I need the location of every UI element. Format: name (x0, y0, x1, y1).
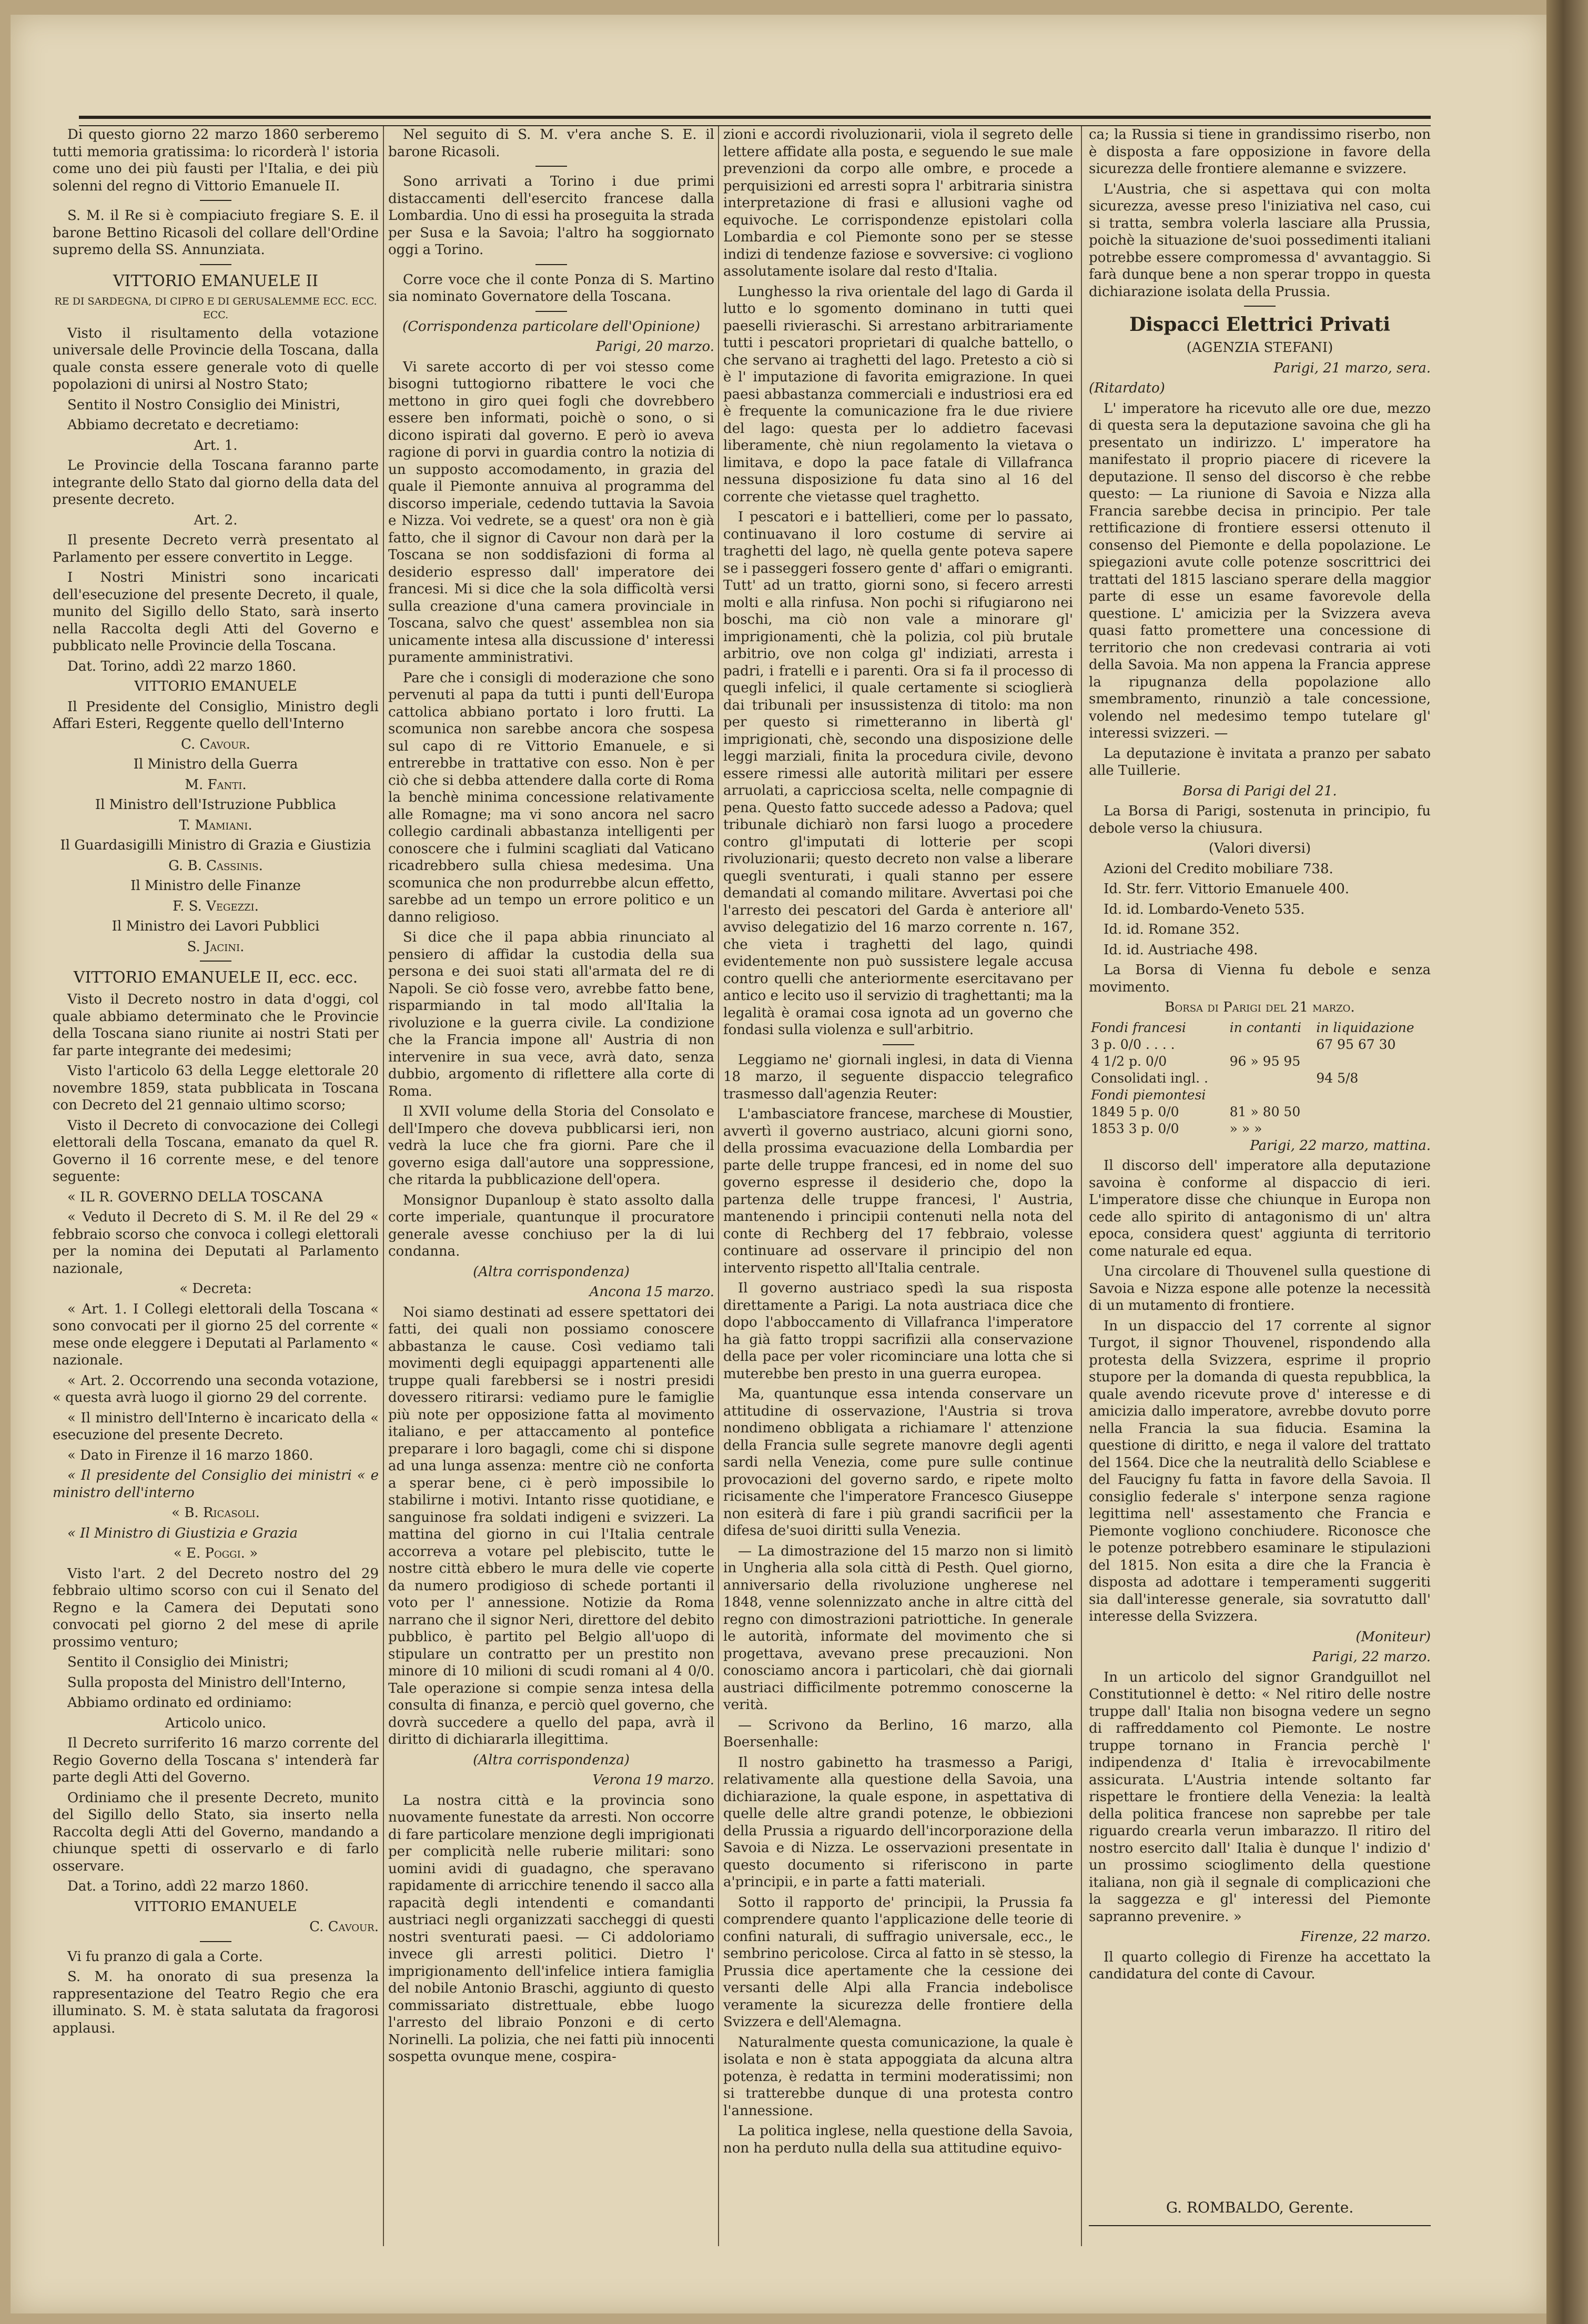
paragraph: S. M. ha onorato di sua presenza la rappresentazione del Teatro Regio che era illuminato. S. M. è stata salutata da fragorosi applausi. (53, 1969, 379, 2036)
header-rule (79, 116, 1431, 126)
paragraph: Visto il Decreto nostro in data d'oggi, col quale abbiamo determinato che le Provincie della Toscana siano riunite ai nostri Stati per far parte integrante dei medesimi; (53, 992, 379, 1059)
dateline: Parigi, 21 marzo, sera. (1273, 360, 1431, 376)
signature: F. S. Vegezzi. (173, 898, 259, 914)
paragraph: — Scrivono da Berlino, 16 marzo, alla Boersenhalle: (723, 1717, 1073, 1750)
table-cell: 1853 3 p. 0/0 (1091, 1120, 1179, 1136)
separator (1244, 306, 1276, 307)
paragraph: « Il presidente del Consiglio dei ministri « e ministro dell'interno (53, 1468, 379, 1501)
table-cell (1228, 1070, 1314, 1087)
paragraph: La deputazione è invitata a pranzo per sabato alle Tuillerie. (1089, 745, 1431, 779)
page-edge-shadow (1546, 0, 1588, 2324)
dateline: Firenze, 22 marzo. (1300, 1929, 1431, 1945)
paragraph: Il quarto collegio di Firenze ha accettato la candidatura del conte di Cavour. (1089, 1949, 1431, 1982)
paragraph: « Il ministro dell'Interno è incaricato della « esecuzione del presente Decreto. (53, 1410, 379, 1443)
paragraph: Leggiamo ne' giornali inglesi, in data di Vienna 18 marzo, il seguente dispaccio telegrafico trasmesso dall'agenzia Reuter: (723, 1052, 1073, 1102)
table-row (1089, 1019, 1431, 1036)
paragraph: Sentito il Nostro Consiglio dei Ministri, (67, 397, 341, 413)
decree-subheading: RE DI SARDEGNA, DI CIPRO E DI GERUSALEMME ECC. ECC. ECC. (54, 295, 377, 321)
paragraph: Visto l'art. 2 del Decreto nostro del 29 febbraio ultimo scorso con cui il Senato del Regno e la Camera dei Deputati sono convocati pel giorno 2 del mese di aprile prossimo venturo; (53, 1565, 379, 1650)
paragraph: Nel seguito di S. M. v'era anche S. E. il barone Ricasoli. (388, 127, 714, 160)
table-cell: 1849 5 p. 0/0 (1091, 1104, 1179, 1119)
column-4 (1089, 126, 1431, 2246)
signature: T. Mamiani. (179, 817, 252, 833)
paragraph: Di questo giorno 22 marzo 1860 serberemo tutti memoria gratissima: lo ricorderà l' istoria come uno dei più fausti per l'Italia, e dei più solenni del regno di Vittorio Emanuele II. (53, 127, 379, 194)
column-1 (53, 126, 379, 2246)
signature: C. Cavour. (181, 736, 250, 752)
separator (535, 311, 567, 312)
table-cell: Consolidati ingl. . (1091, 1070, 1208, 1086)
paragraph: Noi siamo destinati ad essere spettatori dei fatti, dei quali non possiamo conoscere abbastanza le cause. Così vediamo tali movimenti degli equipaggi appartenenti alle truppe quali farebbersi se i nostri presidi dovessero ritirarsi: vediamo pure le famiglie più note per opposizione fatta al movimento italiano, e per attaccamento al pontefice preparare i loro bagagli, come chi si dispone ad una lunga assenza: mentre ciò ne conforta a sperar bene, ci è però impossibile lo stabilirne i motivi. Intanto risse quotidiane, e sanguinose fra soldati indigeni e svizzeri. La mattina del giorno in cui l'Italia centrale accorreva a votare pel plebiscito, tutte le nostre città ebbero le mura delle vie coperte da numero prodigioso di schede portanti il voto per l' annessione. Notizie da Roma narrano che il signor Neri, direttore del debito pubblico, è partito pel Belgio all'uopo di stipulare un contratto per un prestito non minore di 10 milioni di scudi romani al 4 0/0. Tale operazione si compie senza intesa della consulta di finanza, e perciò quel governo, che dovrà succedere a quello del papa, avrà il diritto di dichiararla illegittima. (388, 1304, 714, 1747)
paragraph: Abbiamo ordinato ed ordiniamo: (67, 1695, 292, 1711)
signature: S. Jacini. (187, 938, 245, 955)
stock-line: Azioni del Credito mobiliare 738. (1104, 861, 1333, 877)
signature: Il Ministro delle Finanze (130, 878, 301, 894)
table-cell: 96 » 95 95 (1229, 1053, 1301, 1069)
paragraph: La nostra città e la provincia sono nuovamente funestate da arresti. Non occorre di fare particolare menzione degli imprigionati per complicità nelle ruberie militari: sono uomini avidi di guadagno, che speravano rapidamente di arricchire tenendo il sacco alla rapacità degli intendenti e comandanti austriaci negli organizzati saccheggi di questi nostri sventurati paesi. — Ci addoloriamo invece gli arresti politici. Dietro l' imprigionamento dell'infelice intiera famiglia del nobile Antonio Braschi, aggiunto di questo commissariato distrettuale, ebbe luogo l'arresto del libraio Ponzoni e di certo Norinelli. La polizia, che nei fatti più innocenti sospetta ovunque mene, cospira- (388, 1792, 714, 2065)
signature: Il Ministro dei Lavori Pubblici (112, 918, 320, 934)
table-cell: 81 » 80 50 (1229, 1104, 1301, 1119)
paragraph: L' imperatore ha ricevuto alle ore due, mezzo di questa sera la deputazione savoina che gli ha presentato un indirizzo. L' imperatore ha manifestato il proprio piacere di ricevere la deputazione. Il senso del discorso è che rebbe questo: — La riunione di Savoia e Nizza alla Francia sarebbe decisa in principio. Per tale rettificazione di frontiere essersi ottenuto il consenso del Piemonte e della popolazione. Le spiegazioni avute colle potenze soscrittrici dei trattati del 1815 lasciano sperare della maggior parte di esse un esame favorevole della questione. L' amicizia per la Svizzera aveva quasi fatto promettere una concessione di territorio che non credevasi contraria ai voti della Savoia. Ma non appena la Francia apprese la ripugnanza della popolazione allo smembramento, rinunziò a tale concessione, volendo nel medesimo tempo tutelare gl' interessi svizzeri. — (1089, 400, 1431, 741)
signature: VITTORIO EMANUELE (134, 679, 297, 694)
paragraph: — La dimostrazione del 15 marzo non si limitò in Ungheria alla sola città di Pesth. Quel giorno, anniversario della rivoluzione ungherese nel 1848, venne solennizzato anche in altre città del regno con dimostrazioni patriottiche. In generale le autorità, informate del movimento che si progettava, avevano prese precauzioni. Non conosciamo ancora i particolari, chè dai giornali austriaci difficilmente potremmo conoscerne la verità. (723, 1543, 1073, 1713)
paragraph: S. M. il Re si è compiaciuto fregiare S. E. il barone Bettino Ricasoli del collare dell'Ordine supremo della SS. Annunziata. (53, 208, 379, 258)
section-heading: Borsa di Parigi del 21. (1182, 783, 1337, 799)
stock-line: Id. id. Austriache 498. (1104, 942, 1258, 958)
paragraph: La Borsa di Parigi, sostenuta in principio, fu debole verso la chiusura. (1089, 803, 1431, 836)
paragraph: Vi fu pranzo di gala a Corte. (67, 1948, 263, 1965)
signature: Il Presidente del Consiglio, Ministro degli Affari Esteri, Reggente quello dell'Interno (53, 699, 379, 732)
stock-line: Id. Str. ferr. Vittorio Emanuele 400. (1104, 881, 1350, 897)
table-cell (1228, 1036, 1314, 1053)
section-heading: (Altra corrispondenza) (473, 1752, 630, 1768)
table-row (1089, 1087, 1431, 1104)
paragraph: Visto l'articolo 63 della Legge elettorale 20 novembre 1859, stata pubblicata in Toscana con Decreto del 21 gennaio ultimo scorso; (53, 1063, 379, 1113)
column-rule (383, 126, 384, 2246)
signature: Il Ministro dell'Istruzione Pubblica (95, 797, 337, 813)
table-row (1089, 1120, 1431, 1137)
paragraph: Sono arrivati a Torino i due primi distaccamenti dell'esercito francese dalla Lombardia. Uno di essi ha proseguita la strada per Susa e la Savoia; l'altro ha soggiornato oggi a Torino. (388, 174, 714, 258)
signature: G. B. Cassinis. (168, 857, 263, 874)
signature: M. Fanti. (185, 776, 247, 793)
paragraph: Corre voce che il conte Ponza di S. Martino sia nominato Governatore della Toscana. (388, 271, 714, 305)
paragraph: Sotto il rapporto de' principii, la Prussia fa comprendere quanto l'applicazione delle teorie di confini naturali, di suffragio universale, ecc., le sembrino pericolose. Circa al fatto in sè stesso, la Prussia dice apertamente che la cessione dei versanti delle Alpi alla Francia indebolisce veramente la sicurezza delle frontiere della Svizzera e dell'Alemagna. (723, 1894, 1073, 2030)
separator (535, 166, 567, 167)
table-row (1089, 1104, 1431, 1120)
separator (200, 961, 231, 962)
paragraph: Il XVII volume della Storia del Consolato e dell'Impero che doveva pubblicarsi ieri, non vedrà la luce che fra giorni. Pare che il governo esiga dall'autore una soppressione, che ritarda la pubblicazione dell'opera. (388, 1104, 714, 1188)
paragraph: Naturalmente questa comunicazione, la quale è isolata e non è stata appoggiata da alcuna altra potenza, è redatta in termini moderatissimi; non si tratterebbe dunque di una protesta contro l'annessione. (723, 2034, 1073, 2119)
source-note: (Moniteur) (1356, 1629, 1431, 1645)
paragraph: « Art. 1. I Collegi elettorali della Toscana « sono convocati per il giorno 25 del corrente « mese onde eleggere i Deputati al Parlamento « nazionale. (53, 1301, 379, 1368)
paragraph: « IL R. GOVERNO DELLA TOSCANA (67, 1189, 323, 1205)
dateline: Parigi, 20 marzo. (595, 339, 714, 355)
paragraph: Sentito il Consiglio dei Ministri; (67, 1654, 289, 1670)
separator (535, 264, 567, 265)
paragraph: Ma, quantunque essa intenda conservare un attitudine di osservazione, l'Austria si trova nondimeno obbligata a richiamare l' attenzione della Francia sulle segrete manovre degli agenti sardi nella Venezia, come pure sulle continue provocazioni del governo sardo, e ripete molto ricisamente che l'imperatore Francesco Giuseppe non esiterà di fare i più grandi sacrificii per la difesa de'suoi diritti sulla Venezia. (723, 1386, 1073, 1539)
signature: Il Ministro della Guerra (133, 756, 298, 772)
table-header: in contanti (1229, 1019, 1301, 1035)
table-header: Fondi piemontesi (1091, 1087, 1206, 1103)
paragraph: « Dato in Firenze il 16 marzo 1860. (67, 1447, 313, 1463)
column-rule (1081, 126, 1082, 2246)
paragraph: « Il Ministro di Giustizia e Grazia (67, 1525, 298, 1541)
paragraph: ca; la Russia si tiene in grandissimo riserbo, non è disposta a fare opposizione in favore della sicurezza delle frontiere alemanne e svizzere. (1089, 127, 1431, 177)
paragraph: Visto il risultamento della votazione universale delle Provincie della Toscana, dalla quale consta essere generale voto di quelle popolazioni di unirsi al Nostro Stato; (53, 325, 379, 392)
note: (Ritardato) (1089, 380, 1165, 396)
stock-line: Id. id. Lombardo-Veneto 535. (1104, 901, 1305, 917)
paragraph: L'Austria, che si aspettava qui con molta sicurezza, avesse preso l'iniziativa nel caso, cui si tratta, sembra volerla lasciare alla Prussia, poichè la situazione de'suoi possedimenti italiani potrebbe essere compromessa d' avvantaggio. Si farà dunque bene a non sperar troppo in questa dichiarazione isolata della Prussia. (1089, 181, 1431, 300)
paragraph: Monsignor Dupanloup è stato assolto dalla corte imperiale, quantunque il procuratore generale avesse conchiuso per la di lui condanna. (388, 1192, 714, 1259)
paragraph: Il discorso dell' imperatore alla deputazione savoina è conforme al dispaccio di ieri. L'imperatore disse che chiunque in Europa non cede allo spirito di antagonismo di un' altra epoca, considera quest' aggiunta di territorio come naturale ed equa. (1089, 1158, 1431, 1259)
dateline: Verona 19 marzo. (592, 1772, 714, 1788)
table-cell: 4 1/2 p. 0/0 (1091, 1053, 1167, 1069)
decree-heading: VITTORIO EMANUELE II (113, 271, 319, 290)
paragraph: « Veduto il Decreto di S. M. il Re del 29 « febbraio scorso che convoca i collegi elettorali per la nomina dei Deputati al Parlamento nazionale, (53, 1209, 379, 1277)
paragraph: Ordiniamo che il presente Decreto, munito del Sigillo dello Stato, sia inserto nella Raccolta degli Atti del Governo, mandando a chiunque spetti di osservarlo e di farlo osservare. (53, 1790, 379, 1874)
paragraph: « E. Poggi. » (173, 1545, 258, 1561)
paragraph: L'ambasciatore francese, marchese di Moustier, avvertì il governo austriaco, alcuni giorni sono, della prossima evacuazione della Lombardia per parte delle truppe francesi, ed in nome del suo governo espresse il desiderio che, dopo la partenza delle truppe francesi, l' Austria, mantenendo i principii contenuti nella nota del conte di Rechberg del 17 febbraio, volesse continuare ad osservare il principio del non intervento rispetto all'Italia centrale. (723, 1106, 1073, 1276)
separator (200, 264, 231, 265)
paragraph: Una circolare di Thouvenel sulla questione di Savoia e Nizza espone alle potenze la necessità di un mutamento di frontiere. (1089, 1264, 1431, 1313)
dateline: Dat. a Torino, addì 22 marzo 1860. (67, 1878, 309, 1894)
table-cell: 67 95 67 30 (1316, 1036, 1396, 1052)
table-row (1089, 1053, 1431, 1070)
separator (200, 200, 231, 201)
paragraph: Visto il Decreto di convocazione dei Collegi elettorali della Toscana, emanato da quel R. Governo il 16 corrente mese, e del tenore seguente: (53, 1117, 379, 1185)
paragraph: Il Decreto surriferito 16 marzo corrente del Regio Governo della Toscana s' intenderà far parte degli Atti del Governo. (53, 1735, 379, 1785)
paragraph: In un dispaccio del 17 corrente al signor Turgot, il signor Thouvenel, rispondendo alla protesta della Svizzera, esprime il proprio stupore per la domanda di questa repubblica, la quale avendo ricevute prove d' interesse e di amicizia dallo imperatore, avrebbe dovuto porre nella Francia la sua fiducia. Esamina la questione di diritto, e nega il valore del trattato del 1564. Dice che la neutralità dello Sciablese e del Faucigny fu fatta in favore della Savoia. Il consiglio federale s' interpone senza ragione legittima nell' assestamento che Francia e Piemonte vogliono conchiudere. Riconosce che le potenze potrebbero esaminare le stipulazioni del 1815. Non esita a dire che la Francia è disposta ad adottare i temperamenti suggeriti sia dall'interesse generale, sia sovratutto dall' interesse della Svizzera. (1089, 1318, 1431, 1624)
signature: C. Cavour. (309, 1919, 379, 1935)
paragraph: zioni e accordi rivoluzionarii, viola il segreto delle lettere affidate alla posta, e seguendo le sue male prevenzioni da corpo alle ombre, e procede a perquisizioni ed arresti sopra l' arbitraria sinistra interpretazione di frasi e allusioni vaghe od equivoche. Le corrispondenze epistolari colla Lombardia e col Piemonte sono per se stesse indizi di tendenze faziose e sovversive: ci vogliono assolutamente isolare dal resto d'Italia. (723, 127, 1073, 279)
paragraph: Il governo austriaco spedì la sua risposta direttamente a Parigi. La nota austriaca dice che dopo l'abboccamento di Villafranca l'imperatore ha già fatto troppi sacrifizii alla conservazione della pace per voler ricominciare una lotta che si muterebbe ben presto in una guerra europea. (723, 1280, 1073, 1382)
signature: Il Guardasigilli Ministro di Grazia e Giustizia (60, 837, 371, 853)
section-heading: (Altra corrispondenza) (473, 1264, 630, 1280)
paragraph: Pare che i consigli di moderazione che sono pervenuti al papa da tutti i punti dell'Europa cattolica abbiano portato i loro frutti. La scomunica non sarebbe ancora che sospesa sul capo di re Vittorio Emanuele, e si entrerebbe in trattative con esso. Non è per ciò che si debba attendere dalla corte di Roma la benchè minima concessione relativamente alle Romagne; ma vi sono ancora nel sacro collegio cardinali abbastanza intelligenti per conoscere che i fulmini scagliati dal Vaticano ricadrebbero sulla chiesa medesima. Una scomunica che non produrrebbe alcun effetto, sarebbe ad un tempo un errore politico e un danno religioso. (388, 670, 714, 925)
separator (883, 1044, 914, 1045)
paragraph: Il presente Decreto verrà presentato al Parlamento per essere convertito in Legge. (53, 532, 379, 565)
table-row (1089, 1070, 1431, 1087)
section-heading: Borsa di Parigi del 21 marzo. (1165, 999, 1355, 1015)
paragraph: Vi sarete accorto di per voi stesso come bisogni tuttogiorno ribattere le voci che mettono in giro quei fogli che dovrebbero essere ben informati, poichè o sono, o si dicono ispirati dal governo. E però io aveva ragione di porvi in guardia contro la notizia di un supposto accomodamento, in grazia del quale il Piemonte annuiva al programma del discorso imperiale, cedendo tuttavia la Savoia e Nizza. Voi vedrete, se a quest' ora non è già fatto, che il signor di Cavour non darà per la Toscana se non soddisfazioni di forma al desiderio espresso dall' imperatore dei francesi. Mi si dice che la sola difficoltà versi sulla creazione d'una camera provinciale in Toscana, salvo che quest' assemblea non sia unicamente intesa alla discussione d' interessi puramente amministrativi. (388, 359, 714, 665)
paragraph: Si dice che il papa abbia rinunciato al pensiero di affidar la custodia della sua persona e dei suoi stati all'armata del re di Napoli. Se ciò fosse vero, avrebbe fatto bene, risparmiando in tal modo all'Italia la rivoluzione e la guerra civile. La condizione che la Francia impone all' Austria di non intervenire in sua vece, avrà dato, senza dubbio, argomento di riflettere alla corte di Roma. (388, 929, 714, 1099)
paragraph: I Nostri Ministri sono incaricati dell'esecuzione del presente Decreto, il quale, munito del Sigillo dello Stato, sarà inserto nella Raccolta degli Atti del Governo e pubblicato nelle Provincie della Toscana. (53, 570, 379, 654)
column-3 (723, 126, 1073, 2246)
section-heading: (Valori diversi) (1208, 841, 1311, 856)
dateline: Dat. Torino, addì 22 marzo 1860. (67, 658, 297, 674)
paragraph: Sulla proposta del Ministro dell'Interno, (67, 1674, 347, 1691)
separator (200, 1941, 231, 1942)
paragraph: Articolo unico. (165, 1715, 267, 1731)
column-2 (388, 126, 714, 2246)
table-header: in liquidazione (1316, 1019, 1414, 1035)
stock-line: Id. id. Romane 352. (1104, 922, 1240, 937)
dateline: Ancona 15 marzo. (589, 1284, 714, 1300)
table-row (1089, 1036, 1431, 1053)
dateline: Parigi, 22 marzo. (1312, 1649, 1431, 1665)
column-rule (718, 126, 719, 2246)
table-cell: 3 p. 0/0 . . . . (1091, 1036, 1175, 1052)
section-heading: (Corrispondenza particolare dell'Opinione) (402, 318, 700, 335)
signature: VITTORIO EMANUELE (134, 1898, 297, 1915)
table-cell: » » » (1229, 1120, 1262, 1136)
paragraph: Lunghesso la riva orientale del lago di Garda il lutto e lo sgomento dominano in tutti quei paeselli rivieraschi. Si arrestano arbitrariamente tutti i pescatori proprietari di qualche battello, o che servano ai traghetti del lago. Pretesto a ciò si è l' imputazione di favorita emigrazione. In quei paesi abbastanza commerciali e industriosi era ed è frequente la comunicazione fra le due riviere del lago: questa per lo addietro facevasi liberamente, chè niun regolamento la vietava o limitava, e dopo la pace fatale di Villafranca nessuna disposizione fu data sino al 16 del corrente che vietasse quel traghetto. (723, 284, 1073, 505)
paragraph: Abbiamo decretato e decretiamo: (67, 417, 299, 433)
paragraph: « B. Ricasoli. (171, 1505, 260, 1521)
table-cell: 94 5/8 (1316, 1070, 1359, 1086)
gerente-signature: G. ROMBALDO, Gerente. (1166, 2199, 1354, 2216)
section-subheading: (AGENZIA STEFANI) (1186, 340, 1333, 356)
article-heading: Art. 1. (194, 437, 238, 453)
dateline: Parigi, 22 marzo, mattina. (1250, 1137, 1431, 1154)
paragraph: La politica inglese, nella questione della Savoia, non ha perduto nulla della sua attitudine equivo- (723, 2123, 1073, 2156)
decree-heading: VITTORIO EMANUELE II, ecc. ecc. (73, 968, 358, 987)
table-cell (1314, 1053, 1431, 1070)
paragraph: « Art. 2. Occorrendo una seconda votazione, « questa avrà luogo il giorno 29 del corrente. (53, 1372, 379, 1406)
table-header: Fondi francesi (1091, 1019, 1186, 1035)
stock-table (1089, 1019, 1431, 1137)
footer-rule (1089, 2225, 1431, 2226)
paragraph: Il nostro gabinetto ha trasmesso a Parigi, relativamente alla questione della Savoia, una dichiarazione, la quale espone, in aspettativa di quelle delle altre grandi potenze, le obbiezioni della Prussia a riguardo dell'incorporazione della Savoia e di Nizza. Le osservazioni presentate in questo documento si riferiscono in parte a'principii, e in parte a fatti materiali. (723, 1754, 1073, 1890)
paragraph: « Decreta: (179, 1281, 252, 1297)
article-heading: Art. 2. (194, 512, 238, 528)
section-heading: Dispacci Elettrici Privati (1129, 314, 1391, 336)
paragraph: In un articolo del signor Grandguillot nel Constitutionnel è detto: « Nel ritiro delle nostre truppe dall' Italia non bisogna vedere un segno di raffreddamento col Piemonte. Le nostre truppe tornano in Francia perchè l' indipendenza d' Italia è irrevocabilmente assicurata. L'Austria intende soltanto far rispettare le frontiere della Venezia: la lealtà della politica francese non saprebbe per tale riguardo crearla verun imbarazzo. Il ritiro del nostro esercito dall' Italia è dunque l' indizio d' un prossimo scioglimento della questione italiana, non già il segnale di complicazioni che la saggezza e gl' interessi del Piemonte sapranno prevenire. » (1089, 1669, 1431, 1925)
paragraph: I pescatori e i battellieri, come per lo passato, continuavano il loro costume di servire ai traghetti del lago, nè quella gente poteva sapere se i passeggeri fossero gente d' affari o emigranti. Tutt' ad un tratto, giorni sono, si fecero arresti molti e alla rinfusa. Non pochi si rifugiarono nei boschi, ma ciò non vale a minorare gl' imprigionamenti, chè la polizia, col più brutale arbitrio, ove non colga gl' indiziati, arresta i padri, i fratelli e i parenti. Ora si fa il processo di quegli infelici, il quale certamente si scioglierà dai tribunali per insussistenza di titolo: ma non per questo si rimetteranno in libertà gl' imprigionati, chè, secondo una disposizione delle leggi marziali, finita la procedura civile, devono essere rimessi alle autorità militari per essere arruolati, a capricciosa scelta, nelle compagnie di pena. Questo fatto succede adesso a Padova; quel tribunale dichiarò non farsi luogo a procedere contro gl'imputati di lotterie per scopi rivoluzionarii; questo decreto non valse a liberare quegli sventurati, i quali stanno per essere demandati al comando militare. Avvertasi poi che l'arresto dei pescatori del Garda è anteriore all' avviso delegatizio del 16 marzo corrente n. 167, che vieta i traghetti del lago, quindi evidentemente non può sussistere legale accusa contro quelli che anteriormente esercitavano per antico e lecito uso il servizio di traghettanti; ma la legalità è oramai cosa ignota ad un governo che fondasi sulla violenza e sull'arbitrio. (723, 509, 1073, 1038)
paragraph: La Borsa di Vienna fu debole e senza movimento. (1089, 962, 1431, 995)
paragraph: Le Provincie della Toscana faranno parte integrante dello Stato dal giorno della data del presente decreto. (53, 458, 379, 508)
